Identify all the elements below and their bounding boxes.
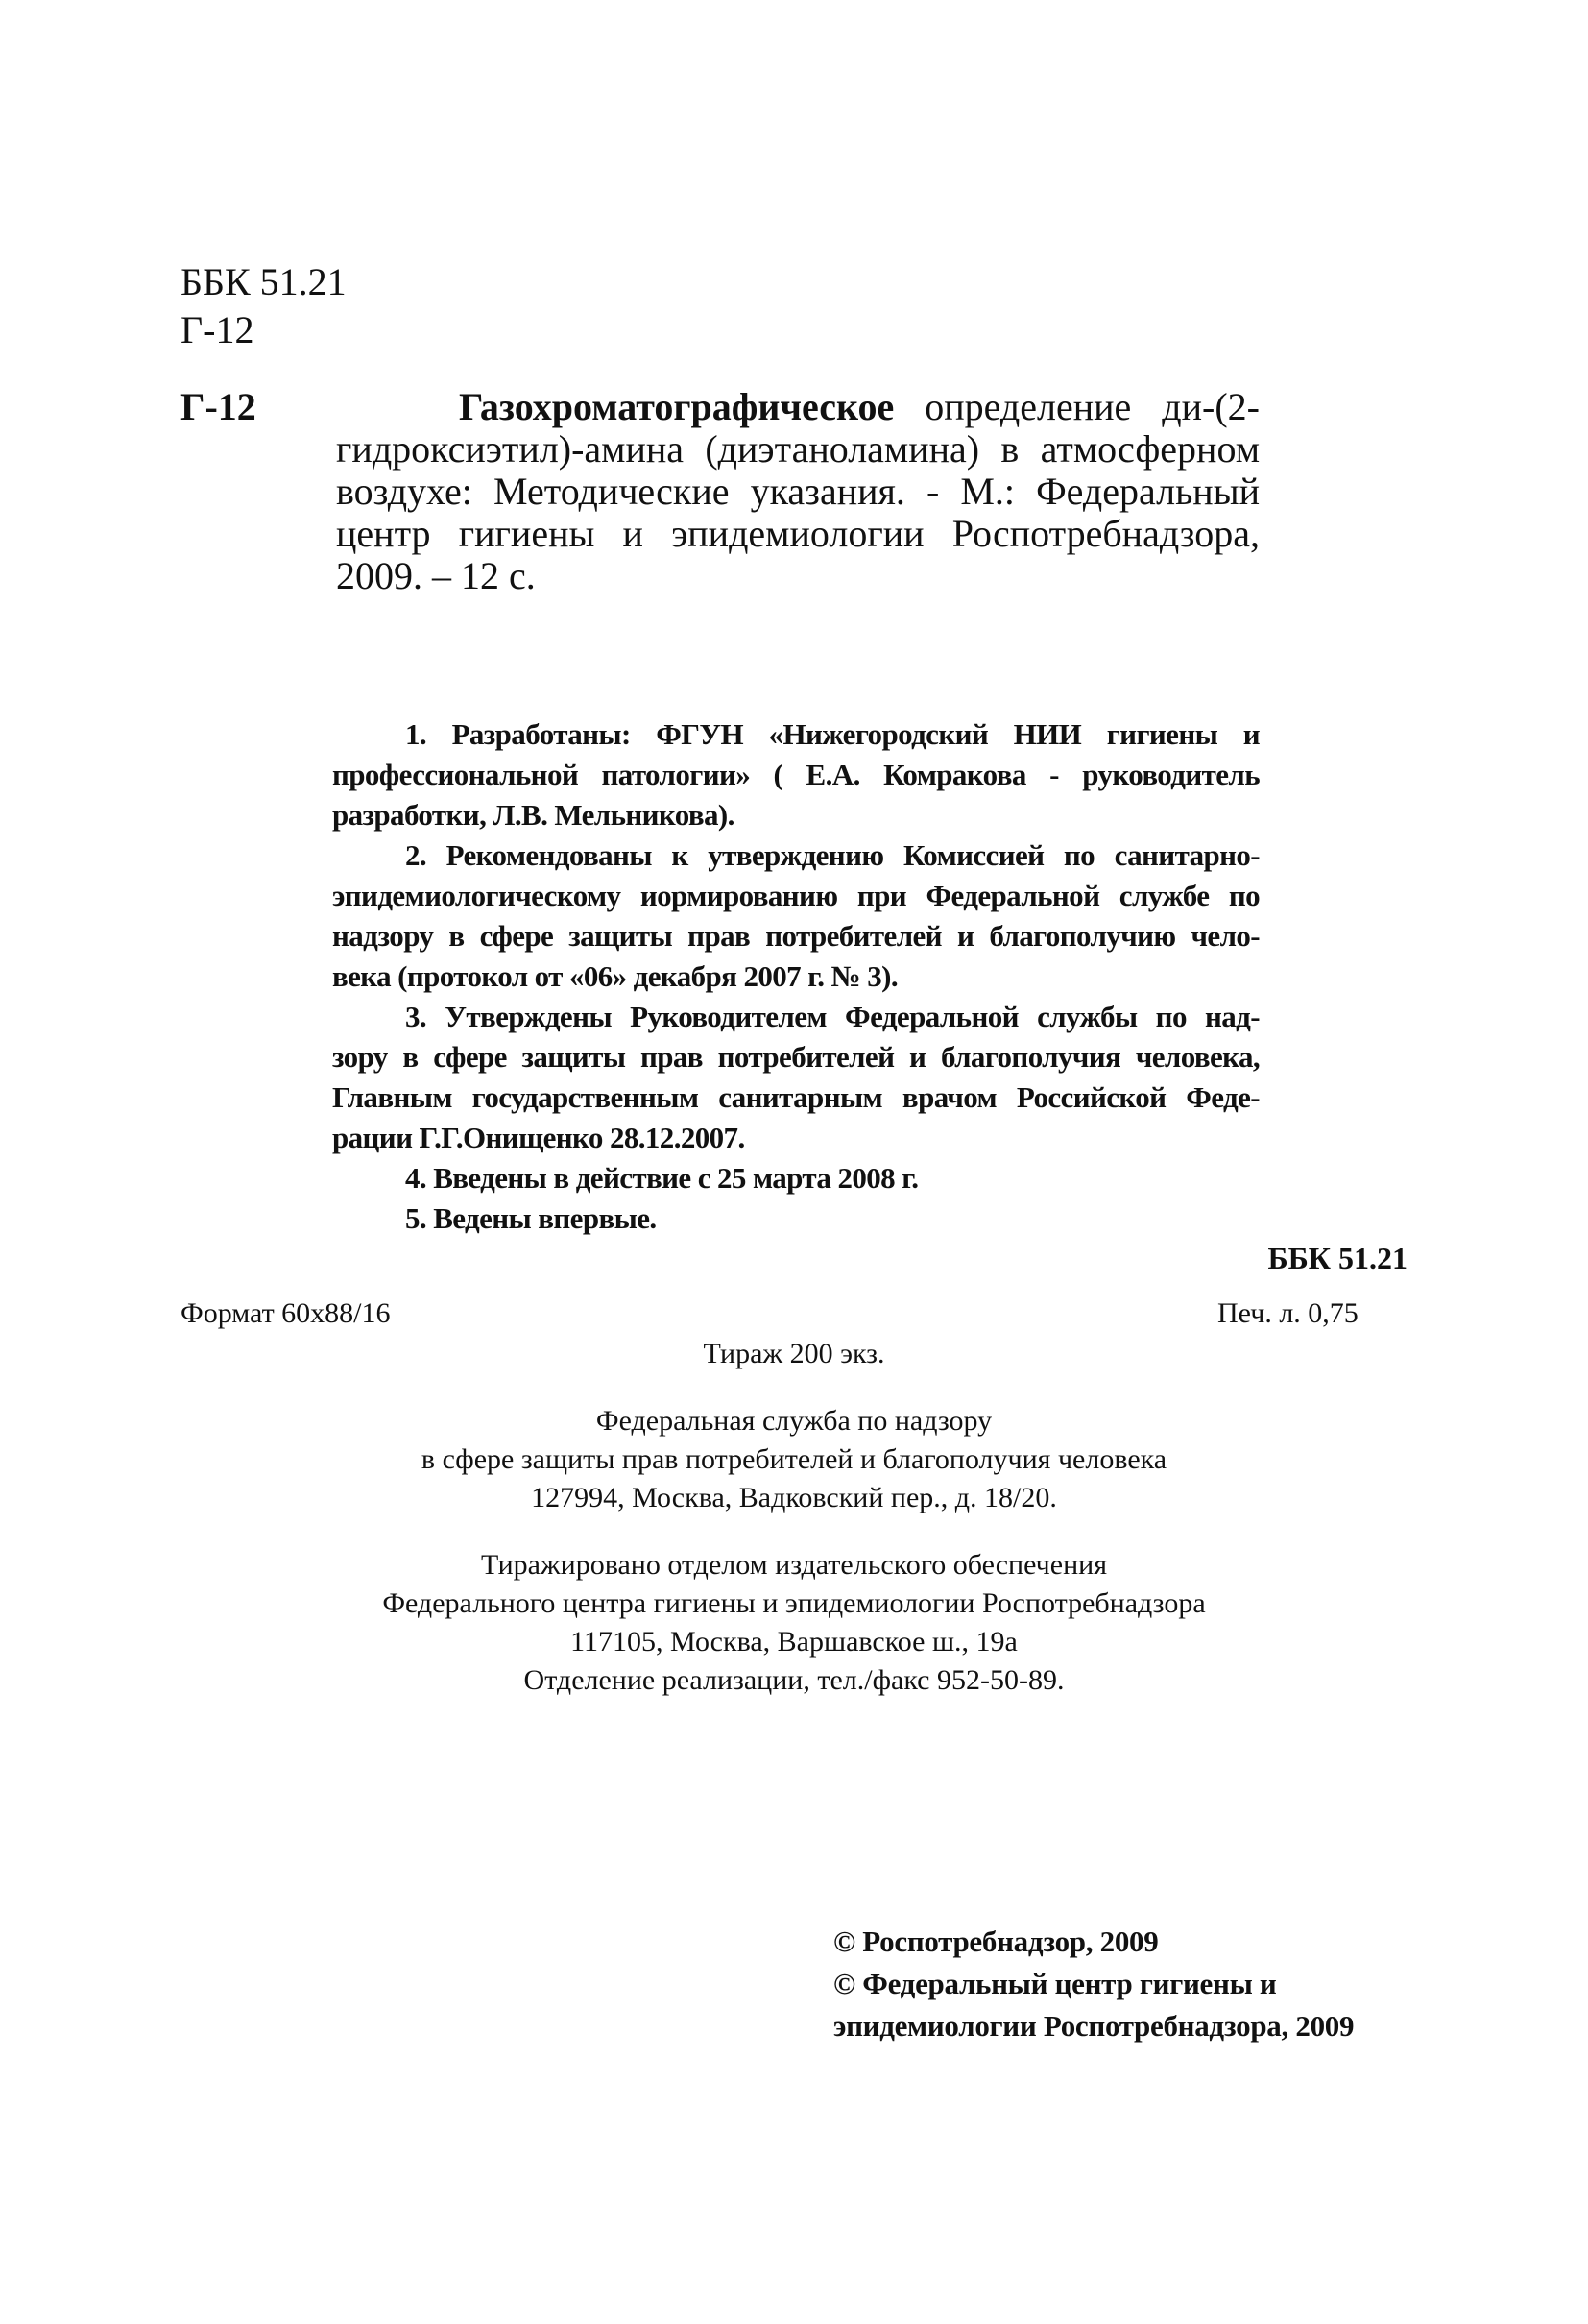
bbk-index-right: ББК 51.21 xyxy=(1267,1241,1408,1275)
note-4: 4. Введены в действие с 25 марта 2008 г. xyxy=(405,1161,919,1195)
publisher-line-1: Федеральная служба по надзору xyxy=(595,1405,993,1437)
bbk-index: ББК 51.21 xyxy=(180,260,347,303)
copyright-line-3: эпидемиологии Роспотребнадзора, 2009 xyxy=(833,2009,1355,2043)
note-1-line-2: профессиональной патологии» ( Е.А. Комракова - руководитель xyxy=(332,758,1260,791)
printer-line-1: Тиражировано отделом издательского обеспечения xyxy=(480,1549,1107,1581)
bib-line-1-rest: определение ди-(2- xyxy=(925,385,1260,428)
printed-sheets: Печ. л. 0,75 xyxy=(1217,1297,1359,1329)
bib-line-1 xyxy=(336,386,1260,428)
note-1-line-3: разработки, Л.В. Мельникова). xyxy=(332,798,734,832)
bib-line-3: воздухе: Методические указания. - М.: Федеральный xyxy=(336,470,1260,513)
note-2-line-2: эпидемиологическому иормированию при Федеральной службе по xyxy=(332,879,1260,912)
note-5: 5. Ведены впервые. xyxy=(405,1201,657,1235)
note-3-line-1: 3. Утверждены Руководителем Федеральной службы по над- xyxy=(405,1000,1260,1033)
printer-line-3: 117105, Москва, Варшавское ш., 19а xyxy=(570,1626,1018,1658)
note-2-line-3: надзору в сфере защиты прав потребителей и благополучию чело- xyxy=(332,919,1260,953)
publisher-line-3: 127994, Москва, Вадковский пер., д. 18/20. xyxy=(531,1482,1057,1513)
note-3-line-2: зору в сфере защиты прав потребителей и благополучия человека, xyxy=(332,1040,1260,1074)
format-info: Формат 60х88/16 xyxy=(180,1297,391,1329)
note-1-line-1: 1. Разработаны: ФГУН «Нижегородский НИИ гигиены и xyxy=(405,717,1260,751)
print-run: Тираж 200 экз. xyxy=(703,1338,885,1369)
author-mark: Г-12 xyxy=(180,308,254,351)
copyright-line-1: © Роспотребнадзор, 2009 xyxy=(833,1925,1159,1958)
bib-line-2: гидроксиэтил)-амина (диэтаноламина) в атмосферном xyxy=(336,427,1260,471)
bib-title: Газохроматографическое xyxy=(459,385,895,428)
note-3-line-4: рации Г.Г.Онищенко 28.12.2007. xyxy=(332,1121,745,1154)
note-3-line-3: Главным государственным санитарным врачом Российской Феде- xyxy=(332,1080,1260,1114)
note-2-line-1: 2. Рекомендованы к утверждению Комиссией по санитарно- xyxy=(405,838,1260,872)
copyright-line-2: © Федеральный центр гигиены и xyxy=(833,1967,1277,2000)
note-2-line-4: века (протокол от «06» декабря 2007 г. № 3). xyxy=(332,959,898,993)
printer-line-4: Отделение реализации, тел./факс 952-50-89. xyxy=(523,1664,1065,1696)
publisher-line-2: в сфере защиты прав потребителей и благополучия человека xyxy=(421,1443,1167,1475)
bib-author-mark: Г-12 xyxy=(180,385,256,428)
bib-line-5: 2009. – 12 с. xyxy=(336,554,536,597)
bib-line-4: центр гигиены и эпидемиологии Роспотребнадзора, xyxy=(336,512,1260,555)
printer-line-2: Федерального центра гигиены и эпидемиологии Роспотребнадзора xyxy=(382,1587,1206,1619)
